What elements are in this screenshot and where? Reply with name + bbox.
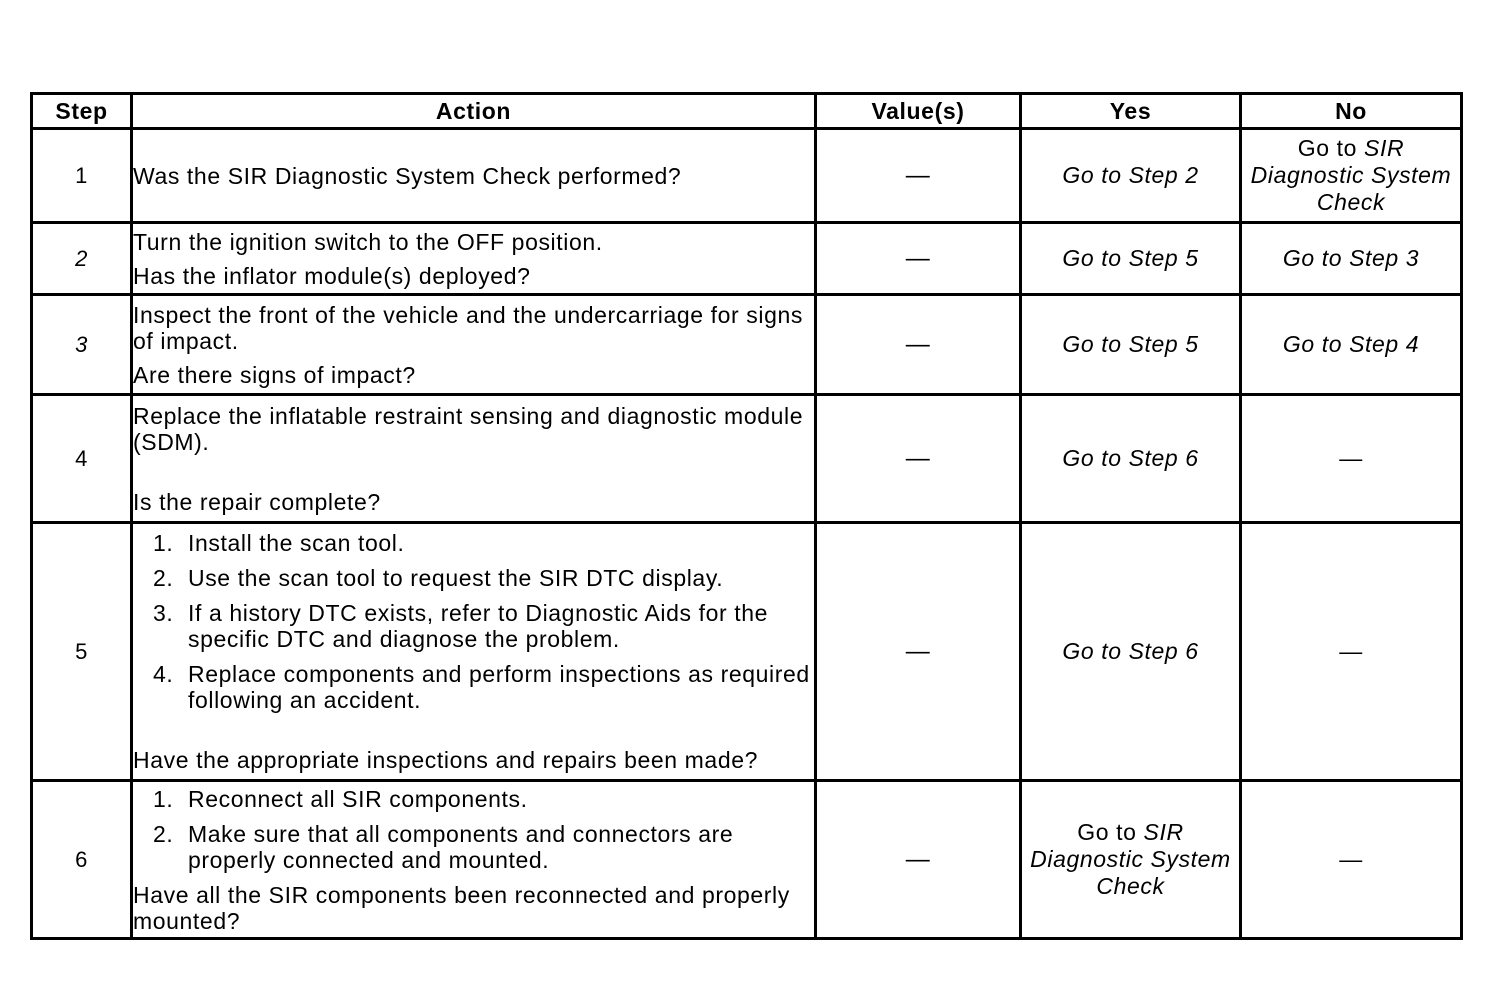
step-number: 3	[32, 295, 132, 395]
list-text: Make sure that all components and connectors are properly connected and mounted.	[188, 820, 734, 873]
value-cell: —	[816, 129, 1021, 223]
no-cell: —	[1241, 781, 1462, 939]
question-text: Are there signs of impact?	[133, 361, 416, 388]
step-number: 1	[32, 129, 132, 223]
header-no: No	[1241, 94, 1462, 129]
action-cell	[132, 223, 816, 295]
procedure-list	[133, 786, 814, 873]
value-cell: —	[816, 523, 1021, 781]
sir-check-link[interactable]: SIR Diagnostic System Check	[1250, 135, 1452, 215]
value-cell: —	[816, 395, 1021, 523]
list-text: Install the scan tool.	[188, 530, 405, 556]
table-row	[32, 395, 1462, 523]
table-row	[32, 129, 1462, 223]
value-cell: —	[816, 781, 1021, 939]
step-number: 5	[32, 523, 132, 781]
step-number: 6	[32, 781, 132, 939]
header-yes: Yes	[1021, 94, 1241, 129]
action-cell	[132, 129, 816, 223]
yes-cell: Go to Step 2	[1021, 129, 1241, 223]
sir-check-link[interactable]: SIR Diagnostic System Check	[1030, 819, 1231, 899]
list-text: Reconnect all SIR components.	[188, 785, 528, 812]
list-text: Use the scan tool to request the SIR DTC display.	[188, 565, 724, 591]
procedure-list	[133, 530, 814, 713]
list-number: 2.	[153, 820, 174, 847]
question-text: Have all the SIR components been reconnected and properly mounted?	[133, 881, 790, 934]
list-item	[133, 565, 814, 591]
question-text: Have the appropriate inspections and repairs been made?	[133, 747, 758, 773]
list-text: Replace components and perform inspections as required following an accident.	[188, 661, 810, 713]
action-text: Inspect the front of the vehicle and the undercarriage for signs of impact.	[133, 301, 804, 354]
list-number: 4.	[153, 661, 174, 687]
value-cell: —	[816, 223, 1021, 295]
list-item	[133, 530, 814, 556]
action-cell	[132, 295, 816, 395]
list-item	[133, 600, 814, 652]
list-number: 3.	[153, 600, 174, 626]
list-item	[133, 786, 814, 812]
value-cell: —	[816, 295, 1021, 395]
no-prefix: Go to	[1297, 135, 1358, 161]
action-cell	[132, 523, 816, 781]
diagnostic-table	[30, 92, 1463, 940]
list-number: 2.	[153, 565, 174, 591]
yes-cell: Go to Step 6	[1021, 523, 1241, 781]
table-row	[32, 223, 1462, 295]
table-row	[32, 295, 1462, 395]
list-item	[133, 661, 814, 713]
no-cell: —	[1241, 523, 1462, 781]
action-text: Was the SIR Diagnostic System Check performed?	[133, 162, 682, 189]
action-text: Turn the ignition switch to the OFF position.	[133, 228, 603, 255]
yes-cell	[1021, 781, 1241, 939]
list-text: If a history DTC exists, refer to Diagnostic Aids for the specific DTC and diagnose the problem.	[188, 600, 769, 652]
question-text: Has the inflator module(s) deployed?	[133, 262, 531, 289]
action-text: Replace the inflatable restraint sensing and diagnostic module (SDM).	[133, 402, 804, 455]
no-cell: Go to Step 4	[1241, 295, 1462, 395]
list-item	[133, 821, 814, 873]
header-row	[32, 94, 1462, 129]
question-text: Is the repair complete?	[133, 488, 381, 515]
yes-cell: Go to Step 6	[1021, 395, 1241, 523]
yes-prefix: Go to	[1077, 819, 1137, 845]
no-cell: Go to Step 3	[1241, 223, 1462, 295]
header-action: Action	[132, 94, 816, 129]
table-row	[32, 781, 1462, 939]
action-cell	[132, 395, 816, 523]
step-number: 2	[32, 223, 132, 295]
step-number: 4	[32, 395, 132, 523]
list-number: 1.	[153, 530, 174, 556]
yes-cell: Go to Step 5	[1021, 223, 1241, 295]
header-step: Step	[32, 94, 132, 129]
header-values: Value(s)	[816, 94, 1021, 129]
no-cell	[1241, 129, 1462, 223]
yes-cell: Go to Step 5	[1021, 295, 1241, 395]
no-cell: —	[1241, 395, 1462, 523]
list-number: 1.	[153, 785, 174, 812]
table-row	[32, 523, 1462, 781]
action-cell	[132, 781, 816, 939]
